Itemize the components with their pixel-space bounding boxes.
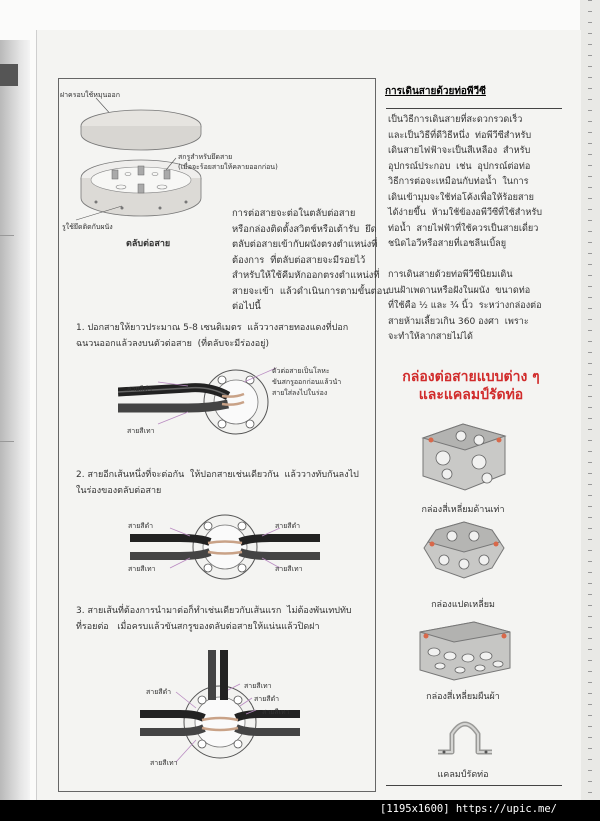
step-1-note-3: สายใส่ลงไปในร่อง <box>272 389 328 397</box>
cover-label: ฝาครอบใช้หมุนออก <box>60 91 120 99</box>
step-1-text: 1. ปอกสายให้ยาวประมาณ 5-8 เซนติเมตร แล้ววางสายทองแดงที่ปอก ฉนวนออกแล้วลงบนตัวต่อสาย (ที่ตลับจะมีร่องอยู่) <box>76 323 349 349</box>
right-heading-rule <box>386 108 562 109</box>
step-1-black-wire-label: สายสีดำ <box>127 385 153 393</box>
pipe-clamp-caption: แคลมป์รัดท่อ <box>437 770 489 780</box>
step-2-black-right: สายสีดำ <box>275 522 301 530</box>
octagon-box-caption: กล่องแปดเหลี่ยม <box>431 600 495 610</box>
step-3-black-right: สายสีดำ <box>254 695 280 703</box>
box-label: ตลับต่อสาย <box>126 239 171 249</box>
hole-label: รูใช้ยึดติดกับผนัง <box>62 223 113 231</box>
pipe-clamp-image <box>430 712 500 764</box>
facing-page-box <box>0 235 14 442</box>
step-2-black-left: สายสีดำ <box>128 522 154 530</box>
step-3-black-left: สายสีดำ <box>146 688 172 696</box>
step-3-text: 3. สายเส้นที่ต้องการนำมาต่อก็ทำเช่นเดียวกับเส้นแรก ไม่ต้องพันเทปทับ ที่รอยต่อ เมื่อครบแล้วขันสกรูของตลับต่อสายให้แน่นแล้วปิดฝา <box>76 606 352 632</box>
square-box-caption: กล่องสี่เหลี่ยมด้านเท่า <box>421 505 505 515</box>
right-bottom-rule <box>386 785 562 786</box>
square-box-image <box>413 418 513 496</box>
pvc-paragraph-2: การเดินสายด้วยท่อพีวีซีนิยมเดิน บนฝ้าเพดานหรือฝังในผนัง ขนาดท่อ ที่ใช้คือ ½ และ ¾ นิ้ว ระหว่างกล่องต่อ สายห้ามเลี้ยวเกิน 360 องศา เพราะ จะทำให้ลากสายไม่ได้ <box>388 270 542 342</box>
step-2-grey-right: สายสีเทา <box>275 565 303 573</box>
boxes-and-clamps-title: กล่องต่อสายแบบต่าง ๆ และแคลมป์รัดท่อ <box>402 369 540 403</box>
step-3-grey-mid: สายสีเทา <box>262 708 290 716</box>
screw-label-2: (เมื่อจะร้อยสายให้คลายออกก่อน) <box>178 163 278 171</box>
step-3-grey-left: สายสีเทา <box>150 759 178 767</box>
right-heading: การเดินสายด้วยท่อพีวีซี <box>385 86 486 97</box>
step-2-grey-left: สายสีเทา <box>128 565 156 573</box>
step-3-grey-top: สายสีเทา <box>244 682 272 690</box>
screw-label-1: สกรูสำหรับยึดสาย <box>178 153 233 161</box>
page-right-margin <box>580 0 600 800</box>
step-1-note-2: ขันสกรูออกก่อนแล้วนำ <box>272 378 342 386</box>
facing-page-tab <box>0 64 18 86</box>
step-2-text: 2. สายอีกเส้นหนึ่งที่จะต่อกัน ให้ปอกสายเช่นเดียวกัน แล้ววางทับกันลงไป ในร่องของตลับต่อสาย <box>76 470 359 496</box>
pvc-paragraph-1: เป็นวิธีการเดินสายที่สะดวกรวดเร็ว และเป็นวิธีที่ดีวิธีหนึ่ง ท่อพีวีซีสำหรับ เดินสายไฟฟ้าจะเป็นสีเหลือง สำหรับ อุปกรณ์ประกอบ เช่น อุปกรณ์ต่อท่อ วิธีการต่อจะเหมือนกับท่อน้ำ ในการ เดินเข้ามุมจะใช้ท่อโค้งเพื่อให้ร้อยสาย ได้ง่ายขึ้น ห้ามใช้ข้องอพีวีซีที่ใช้สำหรับ ท่อน้ำ สายไฟฟ้าที่ใช้ควรเป็นสายเดี่ยว ชนิดไอวีหรือสายที่เอชลีนเบิ้ลยู <box>388 115 543 249</box>
octagon-box-image <box>418 518 510 584</box>
rectangle-box-image <box>414 618 514 684</box>
step-1-grey-wire-label: สายสีเทา <box>127 427 155 435</box>
rectangle-box-caption: กล่องสี่เหลี่ยมผืนผ้า <box>426 692 500 702</box>
step-1-note-1: ตัวต่อสายเป็นโลหะ <box>272 367 330 375</box>
watermark-text: [1195x1600] https://upic.me/ <box>380 803 558 815</box>
intro-paragraph: การต่อสายจะต่อในตลับต่อสาย หรือกล่องติดตั้งสวิตช์หรือเต้ารับ ยึด ตลับต่อสายเข้ากับผนังตรงตำแหน่งที่ ต้องการ ที่ตลับต่อสายจะมีรอยไว้ สำหรับให้ใช้คีมหักออกตรงตำแหน่งที่ สายจะเข้า แล้วดำเนินการตามขั้นตอน ต่อไปนี้ <box>232 208 389 312</box>
